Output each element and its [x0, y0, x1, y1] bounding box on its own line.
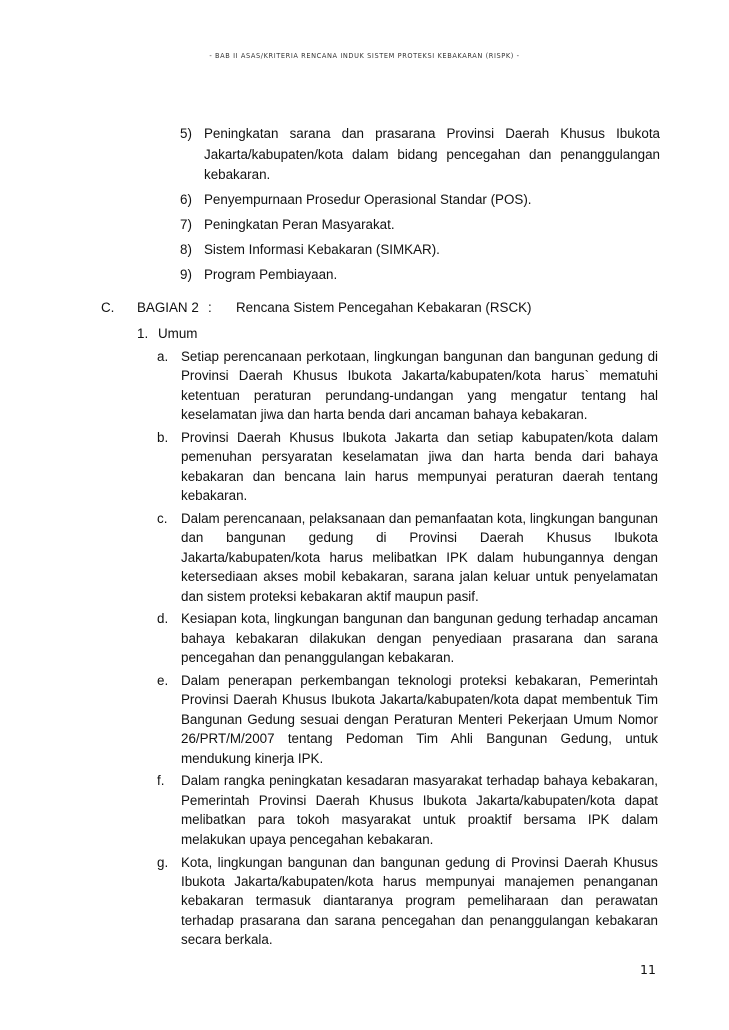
- list-text: Sistem Informasi Kebakaran (SIMKAR).: [204, 242, 440, 257]
- subsection-title: Umum: [158, 326, 198, 341]
- section-letter: C.: [101, 300, 115, 315]
- list-text: Penyempurnaan Prosedur Operasional Standar (POS).: [204, 192, 532, 207]
- item-text: Setiap perencanaan perkotaan, lingkungan bangunan dan bangunan gedung di Provinsi Daerah Khusus Ibukota Jakarta/kabupaten/kota harus` mematuhi ketentuan peraturan perundang-undangan yang mengatur tentang hal keselamatan jiwa dan harta benda dari ancaman bahaya kebakaran.: [181, 349, 658, 423]
- subsection-number: 1.: [137, 326, 149, 341]
- item-letter: e.: [157, 673, 169, 689]
- item-letter: c.: [157, 511, 168, 527]
- item-letter: g.: [157, 854, 169, 870]
- item-text: Dalam perencanaan, pelaksanaan dan pemanfaatan kota, lingkungan bangunan dan bangunan gedung di Provinsi Daerah Khusus Ibukota Jakarta/kabupaten/kota harus melibatkan IPK dalam hubungannya dengan ketersediaan akses mobil kebakaran, sarana jalan keluar untuk penyelamatan dan sistem proteksi kebakaran aktif maupun pasif.: [181, 511, 658, 604]
- section-label: BAGIAN 2: [137, 300, 199, 315]
- list-item: [180, 190, 660, 211]
- lettered-list: [0, 347, 729, 953]
- item-letter: f.: [157, 773, 165, 789]
- list-item: [157, 671, 658, 768]
- list-text: Peningkatan Peran Masyarakat.: [204, 217, 395, 232]
- list-item: [157, 853, 658, 950]
- list-item: [180, 265, 660, 286]
- item-text: Kota, lingkungan bangunan dan bangunan gedung di Provinsi Daerah Khusus Ibukota Jakarta/kabupaten/kota harus mempunyai manajemen penanganan kebakaran termasuk diantaranya program pemeliharaan dan perawatan terhadap prasarana dan sarana pencegahan dan penanggulangan kebakaran secara berkala.: [181, 854, 658, 948]
- item-text: Dalam penerapan perkembangan teknologi proteksi kebakaran, Pemerintah Provinsi Daerah Khusus Ibukota Jakarta/kabupaten/kota dapat membentuk Tim Bangunan Gedung sesuai dengan Peraturan Menteri Pekerjaan Umum Nomor 26/PRT/M/2007 tentang Pedoman Tim Ahli Bangunan Gedung, untuk mendukung kinerja IPK.: [181, 673, 658, 766]
- list-item: [157, 428, 658, 506]
- list-number: 8): [180, 242, 192, 257]
- item-text: Dalam rangka peningkatan kesadaran masyarakat terhadap bahaya kebakaran, Pemerintah Provinsi Daerah Khusus Ibukota Jakarta/kabupaten/kota dapat melibatkan para tokoh masyarakat untuk proaktif bersama IPK dalam melakukan upaya pencegahan kebakaran.: [181, 773, 658, 847]
- item-letter: b.: [157, 430, 169, 446]
- program-list: [0, 124, 729, 290]
- list-number: 9): [180, 267, 192, 282]
- list-text: Peningkatan sarana dan prasarana Provinsi Daerah Khusus Ibukota Jakarta/kabupaten/kota dalam bidang pencegahan dan penanggulangan kebakaran.: [204, 126, 660, 182]
- item-text: Provinsi Daerah Khusus Ibukota Jakarta dan setiap kabupaten/kota dalam pemenuhan persyaratan keselamatan jiwa dan harta benda dari bahaya kebakaran dan bencana lain harus mempunyai peraturan daerah tentang kebakaran.: [181, 430, 658, 504]
- section-title: Rencana Sistem Pencegahan Kebakaran (RSCK): [236, 300, 532, 315]
- list-number: 7): [180, 217, 192, 232]
- list-item: [157, 347, 658, 425]
- list-text: Program Pembiayaan.: [204, 267, 338, 282]
- running-header: - BAB II ASAS/KRITERIA RENCANA INDUK SISTEM PROTEKSI KEBAKARAN (RISPK) -: [209, 52, 520, 60]
- section-colon: :: [208, 300, 212, 315]
- item-letter: d.: [157, 611, 169, 627]
- list-number: 6): [180, 192, 192, 207]
- list-item: [157, 609, 658, 667]
- list-number: 5): [180, 126, 192, 141]
- page-number: 11: [640, 962, 656, 977]
- list-item: [157, 509, 658, 606]
- list-item: [180, 215, 660, 236]
- list-item: [180, 124, 660, 186]
- subsection-heading: [137, 324, 197, 344]
- list-item: [180, 240, 660, 261]
- item-text: Kesiapan kota, lingkungan bangunan dan bangunan gedung terhadap ancaman bahaya kebakaran dilakukan dengan penyediaan prasarana dan sarana pencegahan dan penanggulangan kebakaran.: [181, 611, 658, 666]
- item-letter: a.: [157, 349, 169, 364]
- list-item: [157, 771, 658, 849]
